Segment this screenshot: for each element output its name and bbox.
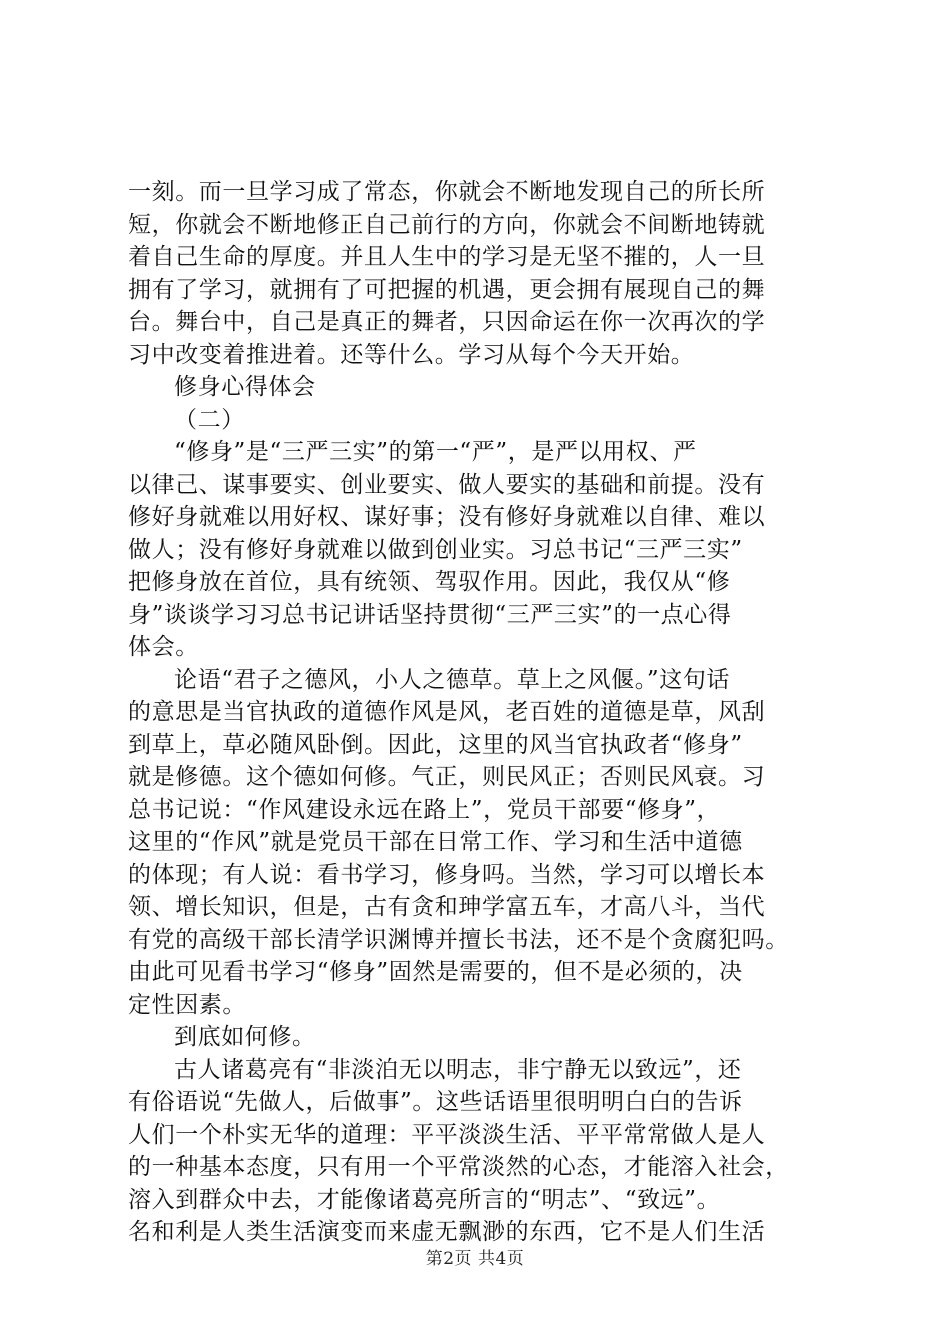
text-line: 人们一个朴实无华的道理：平平淡淡生活、平平常常做人是人 <box>128 1121 766 1148</box>
text-line: 名和利是人类生活演变而来虚无飘渺的东西，它不是人们生活 <box>128 1219 766 1245</box>
text-line: “修身”是“三严三实”的第一“严”，是严以用权、严 <box>174 439 697 465</box>
text-line: 古人诸葛亮有“非淡泊无以明志，非宁静无以致远”，还 <box>174 1056 742 1083</box>
text-line: 做人；没有修好身就难以做到创业实。习总书记“三严三实” <box>128 536 743 563</box>
text-line: 的意思是当官执政的道德作风是风，老百姓的道德是草，风刮 <box>128 699 766 725</box>
text-line: 身”谈谈学习习总书记讲话坚持贯彻“三严三实”的一点心得 <box>128 601 732 628</box>
text-line: 以律己、谋事要实、创业要实、做人要实的基础和前提。没有 <box>128 471 766 498</box>
text-line: 总书记说：“作风建设永远在路上”，党员干部要“修身”， <box>128 796 721 823</box>
section-number: （二） <box>174 406 245 433</box>
text-line: 把修身放在首位，具有统领、驾驭作用。因此，我仅从“修 <box>128 569 731 595</box>
text-line: 短，你就会不断地修正自己前行的方向，你就会不间断地铸就 <box>128 211 766 238</box>
text-line: 有党的高级干部长清学识渊博并擅长书法，还不是个贪腐犯吗。 <box>128 926 789 953</box>
text-line: 有俗语说“先做人，后做事”。这些话语里很明明白白的告诉 <box>128 1089 743 1115</box>
text-line: 体会。 <box>128 634 199 660</box>
text-line: 拥有了学习，就拥有了可把握的机遇，更会拥有展现自己的舞 <box>128 276 766 303</box>
text-line: 领、增长知识，但是，古有贪和珅学富五车，才高八斗，当代 <box>128 894 766 920</box>
text-line: 到底如何修。 <box>174 1024 316 1050</box>
text-line: 定性因素。 <box>128 991 246 1018</box>
text-line: 习中改变着推进着。还等什么。学习从每个今天开始。 <box>128 341 695 368</box>
text-line: 论语“君子之德风，小人之德草。草上之风偃。”这句话 <box>174 666 731 693</box>
text-line: 的体现；有人说：看书学习，修身吗。当然，学习可以增长本 <box>128 861 766 888</box>
section-title: 修身心得体会 <box>174 374 316 400</box>
document-body <box>128 176 828 1249</box>
text-line: 溶入到群众中去，才能像诸葛亮所言的“明志”、“致远”。 <box>128 1186 721 1213</box>
text-line: 就是修德。这个德如何修。气正，则民风正；否则民风衰。习 <box>128 764 766 790</box>
page-footer: 第2页 共4页 <box>425 1249 525 1269</box>
text-line: 的一种基本态度，只有用一个平常淡然的心态，才能溶入社会， <box>128 1154 789 1180</box>
text-line: 着自己生命的厚度。并且人生中的学习是无坚不摧的，人一旦 <box>128 244 766 270</box>
text-line: 一刻。而一旦学习成了常态，你就会不断地发现自己的所长所 <box>128 179 766 205</box>
text-line: 由此可见看书学习“修身”固然是需要的，但不是必须的，决 <box>128 959 743 985</box>
text-line: 修好身就难以用好权、谋好事；没有修好身就难以自律、难以 <box>128 504 766 530</box>
text-line: 到草上，草必随风卧倒。因此，这里的风当官执政者“修身” <box>128 731 743 758</box>
text-line: 台。舞台中，自己是真正的舞者，只因命运在你一次再次的学 <box>128 309 766 335</box>
text-line: 这里的“作风”就是党员干部在日常工作、学习和生活中道德 <box>128 829 743 855</box>
